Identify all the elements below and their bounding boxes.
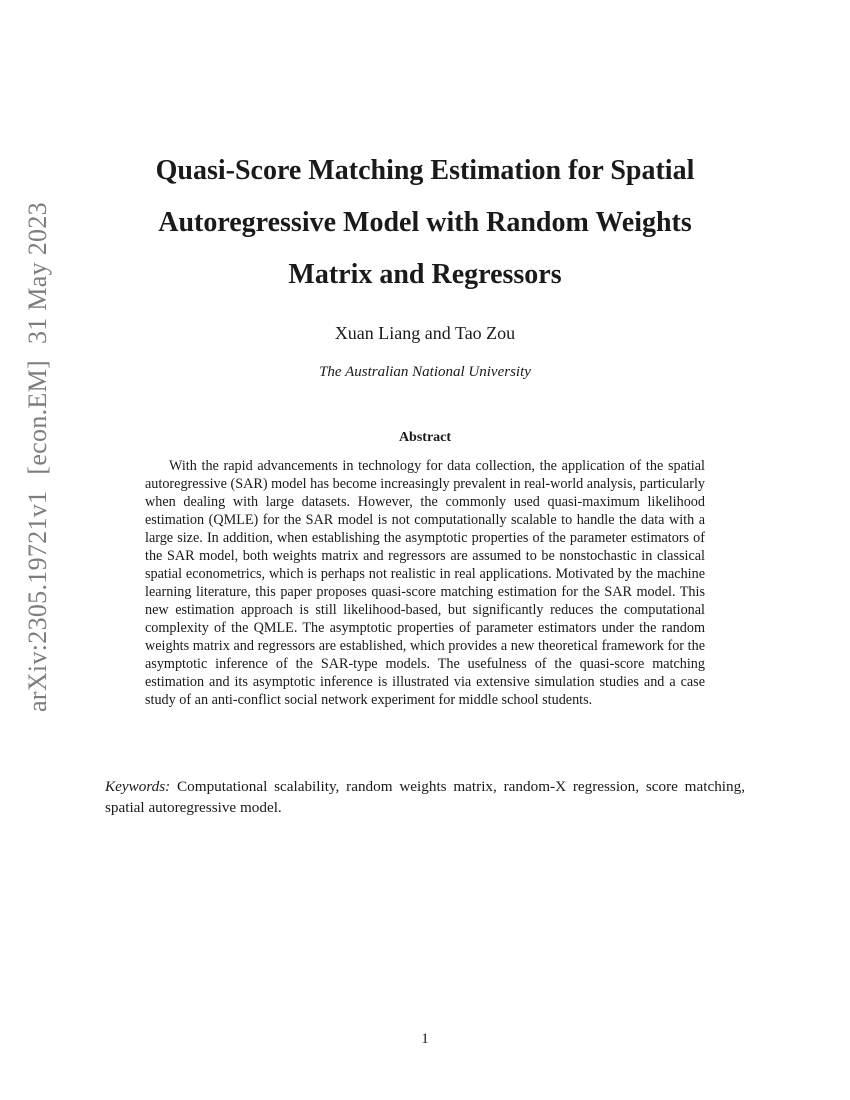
arxiv-identifier-stamp bbox=[23, 202, 53, 712]
author-list: Xuan Liang and Tao Zou bbox=[334, 323, 516, 343]
arxiv-id: arXiv:2305.19721v1 bbox=[23, 490, 52, 712]
paper-title bbox=[105, 145, 745, 301]
arxiv-date: 31 May 2023 bbox=[23, 202, 52, 345]
arxiv-category: [econ.EM] bbox=[23, 360, 52, 475]
author-affiliation: The Australian National University bbox=[319, 364, 531, 380]
title-line-3: Matrix and Regressors bbox=[288, 259, 562, 290]
title-line-2: Autoregressive Model with Random Weights bbox=[158, 207, 692, 238]
keywords bbox=[105, 776, 745, 818]
title-line-1: Quasi-Score Matching Estimation for Spatial bbox=[155, 155, 695, 186]
abstract-heading: Abstract bbox=[398, 430, 452, 445]
page-number: 1 bbox=[421, 1031, 429, 1047]
abstract-body: With the rapid advancements in technology for data collection, the application of the spatial autoregressive (SAR) model has become increasingly prevalent in real-world analysis, particularly when dealing with large datasets. However, the commonly used quasi-maximum likelihood estimation (QMLE) for the SAR model is not computationally scalable to handle the data with a large size. In addition, when establishing the asymptotic properties of the parameter estimators of the SAR model, both weights matrix and regressors are assumed to be nonstochastic in classical spatial econometrics, which is perhaps not realistic in real applications. Motivated by the machine learning literature, this paper proposes quasi-score matching estimation for the SAR model. This new estimation approach is still likelihood-based, but significantly reduces the computational complexity of the QMLE. The asymptotic properties of parameter estimators under the random weights matrix and regressors are established, which provides a new theoretical framework for the asymptotic inference of the SAR-type models. The usefulness of the quasi-score matching estimation and its asymptotic inference is illustrated via extensive simulation studies and a case study of an anti-conflict social network experiment for middle school students. bbox=[145, 458, 705, 708]
keywords-label: Keywords: bbox=[105, 778, 171, 795]
keywords-text: Computational scalability, random weights matrix, random-X regression, score matching, spatial autoregressive model. bbox=[105, 778, 745, 816]
